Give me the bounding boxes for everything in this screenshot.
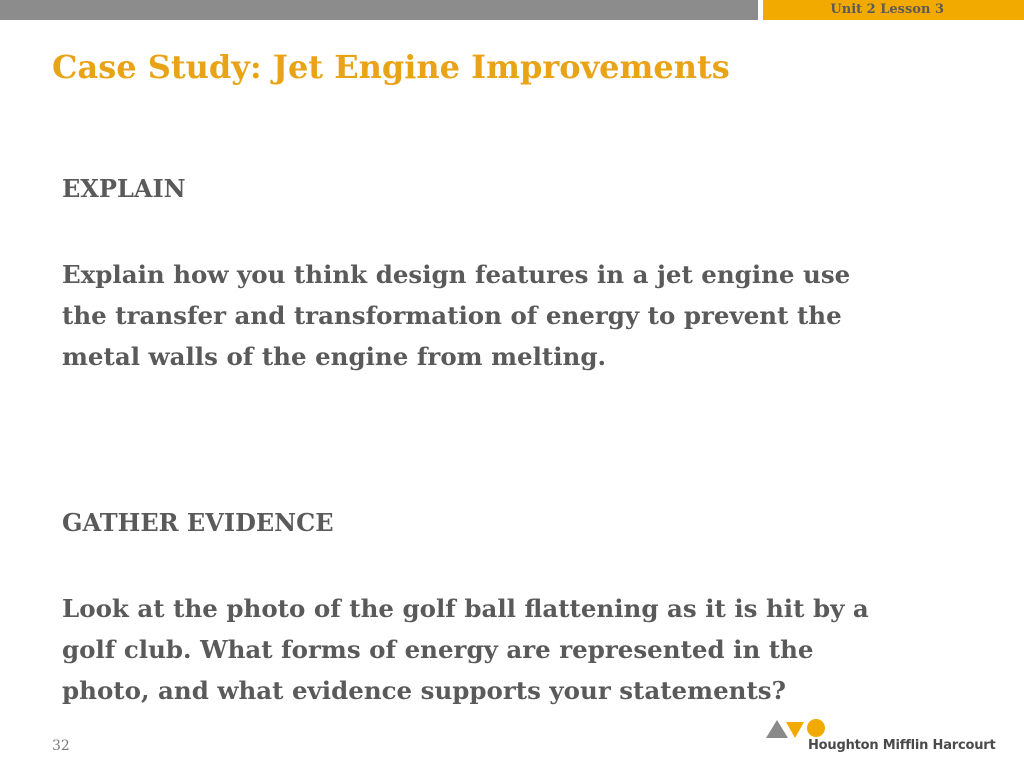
explain-line-2: the transfer and transformation of energy to prevent the (62, 301, 842, 330)
unit-label: Unit 2 Lesson 3 (830, 2, 944, 17)
evidence-line-3: photo, and what evidence supports your statements? (62, 676, 786, 705)
evidence-line-1: Look at the photo of the golf ball flattening as it is hit by a (62, 594, 869, 623)
explain-heading: EXPLAIN (62, 174, 186, 203)
gather-evidence-paragraph (62, 588, 962, 711)
gather-evidence-heading: GATHER EVIDENCE (62, 508, 334, 537)
publisher-name: Houghton Mifflin Harcourt (808, 738, 996, 753)
slide-title: Case Study: Jet Engine Improvements (52, 48, 730, 86)
publisher-logo (764, 714, 996, 758)
explain-paragraph (62, 254, 962, 377)
top-bar-gray (0, 0, 758, 20)
explain-line-3: metal walls of the engine from melting. (62, 342, 607, 371)
evidence-line-2: golf club. What forms of energy are represented in the (62, 635, 814, 664)
explain-line-1: Explain how you think design features in a jet engine use (62, 260, 851, 289)
page-number: 32 (52, 738, 70, 754)
